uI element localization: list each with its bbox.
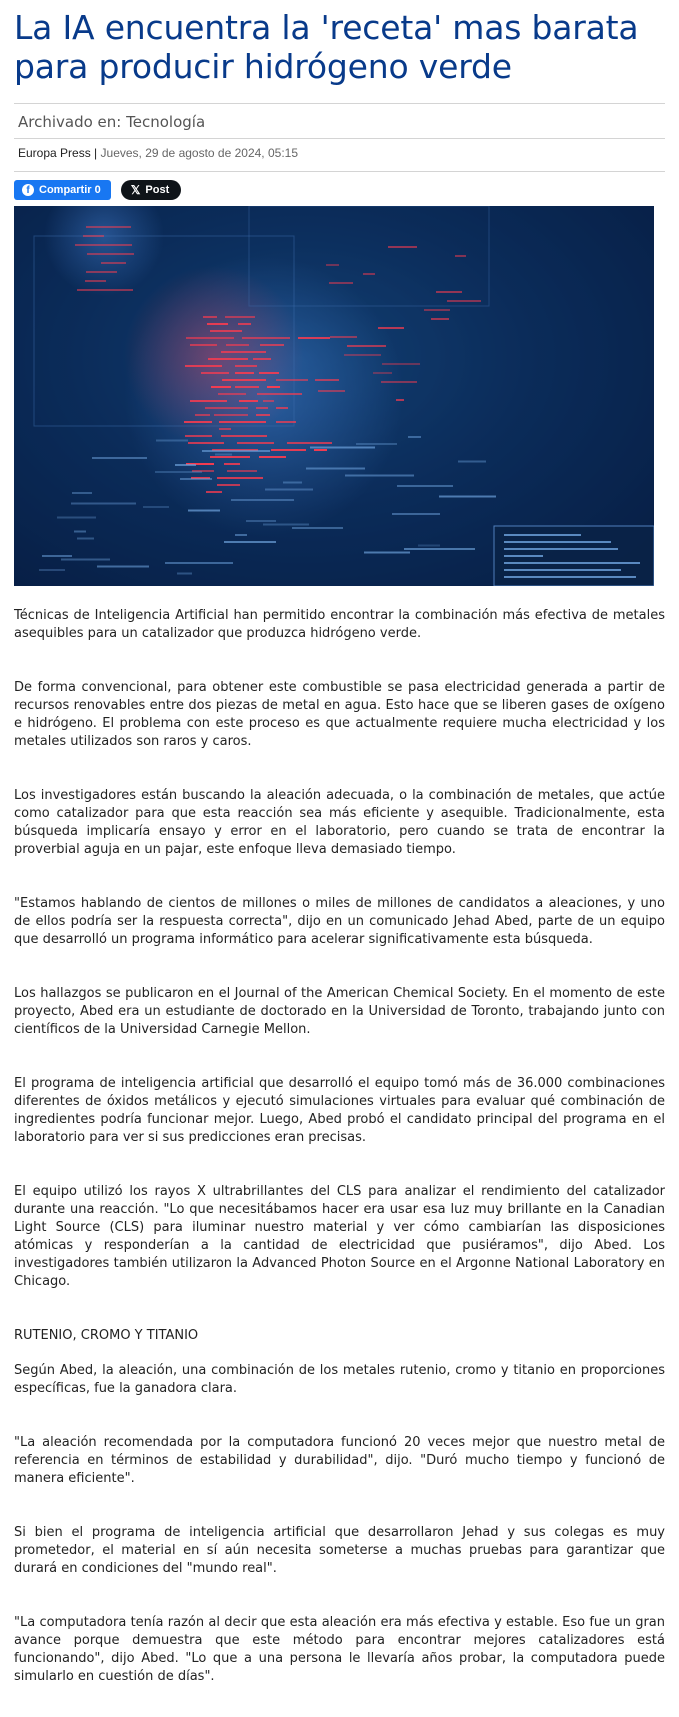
- code-line: [155, 471, 202, 473]
- code-line: [418, 545, 440, 547]
- code-line: [363, 273, 375, 275]
- code-line: [253, 358, 271, 360]
- code-line: [439, 496, 496, 498]
- code-line: [101, 262, 126, 264]
- x-post-button[interactable]: [121, 180, 182, 200]
- code-line: [347, 345, 386, 347]
- archived-line: [14, 104, 665, 138]
- divider: [14, 171, 665, 172]
- code-line: [74, 531, 86, 533]
- code-line: [381, 381, 417, 383]
- byline-separator: |: [94, 146, 98, 160]
- code-line: [235, 534, 247, 536]
- code-line: [256, 407, 268, 409]
- code-line: [314, 449, 327, 451]
- code-line: [504, 569, 621, 571]
- article-paragraph: Los hallazgos se publicaron en el Journal of the American Chemical Society. En el momento de este proyecto, Abed era un estudiante de doctorado en la Universidad de Toronto, trabajando junto con científicos de la Universidad Carnegie Mellon.: [14, 986, 665, 1037]
- facebook-share-button[interactable]: [14, 180, 111, 200]
- x-post-label: Post: [145, 184, 170, 196]
- code-line: [455, 255, 466, 257]
- code-line: [276, 421, 296, 423]
- code-line: [143, 506, 169, 508]
- code-line: [205, 407, 248, 409]
- code-line: [306, 468, 365, 470]
- code-line: [424, 309, 450, 311]
- code-line: [165, 562, 233, 564]
- facebook-share-label: Compartir 0: [39, 184, 101, 196]
- code-line: [225, 316, 255, 318]
- code-line: [87, 253, 134, 255]
- code-line: [202, 450, 270, 452]
- code-line: [83, 235, 104, 237]
- code-line: [39, 569, 65, 571]
- code-line: [218, 393, 246, 395]
- code-line: [315, 379, 339, 381]
- code-line: [256, 414, 270, 416]
- code-line: [408, 436, 421, 438]
- byline: [14, 139, 665, 171]
- article-paragraph: "La computadora tenía razón al decir que esta aleación era más efectiva y estable. Eso fue un gran avance porque demuestra que este método para encontrar mejores catalizadores está funcionando", dijo Abed. "Lo que a una persona le llevaría años probar, la computadora puede simularlo en cuestión de días".: [14, 1615, 665, 1684]
- code-line: [210, 456, 250, 458]
- code-line: [504, 541, 611, 543]
- code-line: [263, 400, 274, 402]
- code-line: [447, 300, 481, 302]
- article-paragraph: Técnicas de Inteligencia Artificial han permitido encontrar la combinación más efectiva de metales asequibles para un catalizador que produzca hidrógeno verde.: [14, 608, 665, 641]
- code-line: [378, 327, 404, 329]
- code-line: [504, 576, 636, 578]
- code-line: [186, 337, 234, 339]
- code-line: [222, 379, 266, 381]
- code-line: [224, 463, 240, 465]
- article-paragraph: "La aleación recomendada por la computadora funcionó 20 veces mejor que nuestro metal de referencia en términos de estabilidad y durabilidad", dijo. "Duró mucho tiempo y funcionó de manera eficiente".: [14, 1435, 665, 1486]
- ai-code-image: [14, 206, 654, 586]
- code-line: [504, 534, 581, 536]
- code-line: [71, 503, 136, 505]
- code-line: [246, 520, 276, 522]
- code-line: [86, 271, 117, 273]
- code-line: [238, 323, 251, 325]
- x-icon: 𝕏: [130, 183, 141, 197]
- code-line: [201, 372, 229, 374]
- article-paragraph: "Estamos hablando de cientos de millones o miles de millones de candidatos a aleaciones, y uno de ellos podría ser la respuesta correcta", dijo en un comunicado Jehad Abed, parte de un equipo que desarrolló un programa informático para acelerar significativamente esta búsqueda.: [14, 896, 665, 947]
- code-line: [203, 316, 217, 318]
- code-line: [259, 456, 286, 458]
- code-line: [206, 491, 222, 493]
- code-line: [373, 372, 392, 374]
- code-line: [267, 386, 280, 388]
- code-line: [177, 573, 192, 575]
- code-line: [195, 414, 210, 416]
- code-line: [356, 443, 397, 445]
- code-line: [72, 492, 92, 494]
- code-line: [504, 555, 543, 557]
- code-line: [504, 562, 640, 564]
- code-line: [397, 485, 453, 487]
- code-line: [504, 548, 618, 550]
- code-line: [257, 393, 302, 395]
- code-line: [92, 457, 147, 459]
- article-paragraph: El equipo utilizó los rayos X ultrabrillantes del CLS para analizar el rendimiento del catalizador durante una reacción. "Lo que necesitábamos hacer era usar esa luz muy brillante en la Canadian Light Source (CLS) para iluminar nuestro material y ver cómo cambiarían las disposiciones atómicas y responderían a la cantidad de electricidad que pusiéramos", dijo Abed. Los investigadores también utilizaron la Advanced Photon Source en el Argonne National Laboratory en Chicago.: [14, 1184, 665, 1289]
- code-line: [276, 407, 288, 409]
- article-paragraph: El programa de inteligencia artificial que desarrolló el equipo tomó más de 36.000 combinaciones diferentes de óxidos metálicos y ejecutó simulaciones virtuales para evaluar qué combinación de ingredientes podría funcionar mejor. Luego, Abed probó el candidato principal del programa en el laboratorio para ver si sus predicciones eran precisas.: [14, 1076, 665, 1145]
- code-line: [276, 379, 308, 381]
- code-line: [271, 449, 306, 451]
- code-line: [227, 470, 257, 472]
- code-line: [239, 400, 258, 402]
- code-line: [382, 363, 420, 365]
- code-line: [431, 318, 449, 320]
- code-line: [364, 552, 410, 554]
- code-line: [392, 513, 440, 515]
- code-line: [226, 344, 249, 346]
- code-line: [215, 454, 232, 456]
- code-line: [185, 435, 212, 437]
- code-line: [175, 464, 196, 466]
- code-line: [388, 246, 417, 248]
- code-line: [190, 400, 227, 402]
- code-line: [242, 337, 290, 339]
- article-paragraph: Si bien el programa de inteligencia artificial que desarrollaron Jehad y sus colegas es muy prometedor, el material en sí aún necesita someterse a muchas pruebas para garantizar que durará en condiciones del "mundo real".: [14, 1525, 665, 1576]
- code-line: [219, 428, 231, 430]
- code-line: [404, 548, 475, 550]
- code-line: [217, 484, 240, 486]
- code-line: [235, 372, 254, 374]
- code-line: [287, 442, 332, 444]
- code-line: [42, 555, 72, 557]
- code-line: [310, 447, 375, 449]
- category-link[interactable]: Tecnología: [126, 113, 206, 131]
- code-line: [318, 390, 345, 392]
- source-name: Europa Press: [18, 146, 91, 160]
- code-line: [329, 282, 353, 284]
- code-line: [221, 435, 267, 437]
- code-line: [208, 358, 248, 360]
- code-line: [57, 517, 96, 519]
- code-line: [184, 421, 212, 423]
- code-line: [219, 421, 266, 423]
- code-line: [344, 354, 381, 356]
- code-line: [330, 336, 357, 338]
- ai-code-illustration: [14, 206, 654, 586]
- code-line: [77, 538, 94, 540]
- code-line: [298, 337, 330, 339]
- code-line: [231, 499, 294, 501]
- code-line: [265, 489, 313, 491]
- code-line: [458, 461, 486, 463]
- code-line: [156, 440, 188, 442]
- article-title: La IA encuentra la 'receta' mas barata para producir hidrógeno verde: [14, 8, 639, 86]
- code-line: [292, 527, 343, 529]
- code-line: [217, 477, 263, 479]
- code-line: [283, 482, 302, 484]
- code-line: [237, 442, 274, 444]
- section-heading: RUTENIO, CROMO Y TITANIO: [14, 1328, 199, 1343]
- article-page: [0, 8, 679, 1686]
- code-line: [85, 280, 106, 282]
- code-line: [180, 478, 212, 480]
- code-line: [259, 372, 279, 374]
- code-line: [235, 365, 257, 367]
- code-line: [97, 566, 149, 568]
- article-paragraph: Según Abed, la aleación, una combinación de los metales rutenio, cromo y titanio en proporciones específicas, fue la ganadora clara.: [14, 1363, 665, 1396]
- code-line: [210, 330, 242, 332]
- code-line: [188, 442, 224, 444]
- code-line: [221, 351, 266, 353]
- code-line: [75, 244, 132, 246]
- code-line: [86, 226, 131, 228]
- facebook-icon: f: [22, 184, 34, 196]
- article-paragraph: Los investigadores están buscando la aleación adecuada, o la combinación de metales, que actúe como catalizador para que esta reacción sea más eficiente y asequible. Tradicionalmente, esta búsqueda implicaría ensayo y error en el laboratorio, pero cuando se trata de encontrar la proverbial aguja en un pajar, este enfoque lleva demasiado tiempo.: [14, 788, 665, 857]
- code-line: [345, 475, 414, 477]
- code-line: [207, 323, 228, 325]
- code-line: [436, 291, 462, 293]
- code-line: [396, 399, 404, 401]
- code-line: [185, 365, 222, 367]
- code-line: [235, 386, 259, 388]
- code-line: [326, 264, 339, 266]
- code-line: [260, 344, 284, 346]
- code-line: [214, 414, 248, 416]
- code-line: [263, 524, 309, 526]
- archived-label: Archivado en:: [18, 113, 122, 131]
- code-line: [77, 289, 133, 291]
- code-line: [188, 510, 220, 512]
- code-line: [224, 541, 276, 543]
- article-paragraph: De forma convencional, para obtener este combustible se pasa electricidad generada a partir de recursos renovables entre dos piezas de metal en agua. Esto hace que se liberen gases de oxígeno e hidrógeno. El problema con este proceso es que actualmente requiere mucha electricidad y los metales utilizados son raros y caros.: [14, 680, 665, 749]
- code-line: [61, 559, 110, 561]
- code-line: [211, 386, 231, 388]
- article-body: [14, 607, 665, 1686]
- code-line: [190, 344, 217, 346]
- share-bar: [14, 176, 665, 206]
- publish-date: Jueves, 29 de agosto de 2024, 05:15: [100, 146, 299, 160]
